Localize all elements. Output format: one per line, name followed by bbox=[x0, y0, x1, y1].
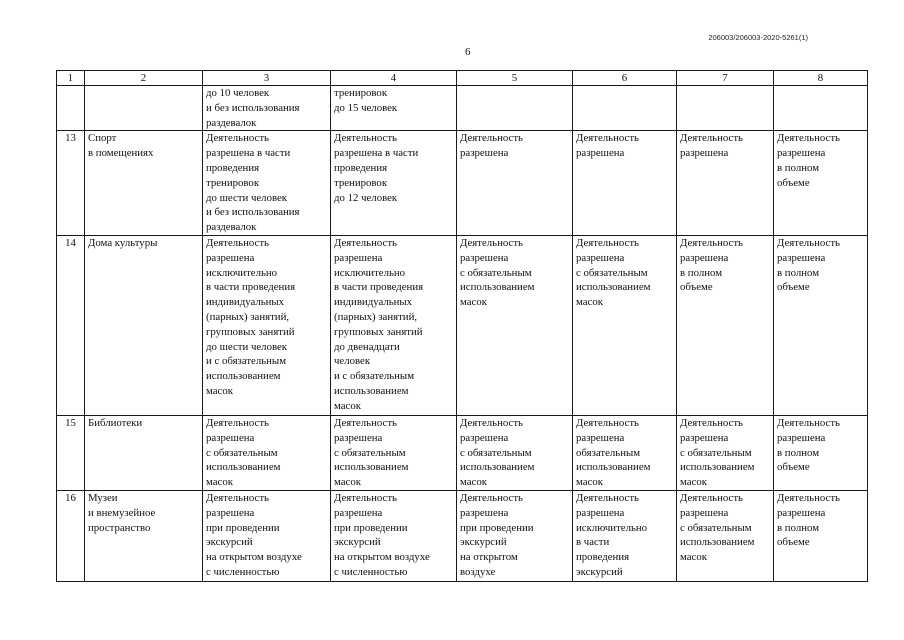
cell-text-line: разрешена bbox=[576, 251, 625, 264]
cell-text-line: объеме bbox=[777, 536, 810, 549]
cell-text-line: масок bbox=[680, 551, 707, 564]
restrictions-table bbox=[56, 70, 868, 582]
cell-text-line: групповых занятий bbox=[206, 325, 295, 338]
cell-text-line: Деятельность bbox=[680, 416, 743, 429]
cell-text-line: исключительно bbox=[334, 266, 406, 279]
document-id: 206003/206003-2020-5261(1) bbox=[708, 33, 808, 42]
status-cell bbox=[203, 490, 331, 581]
cell-text-line: индивидуальных bbox=[206, 296, 285, 309]
cell-text-line: экскурсий bbox=[576, 565, 623, 578]
cell-text-line: до двенадцати bbox=[334, 340, 400, 353]
cell-text-line: Деятельность bbox=[206, 491, 269, 504]
cell-text-line: до шести человек bbox=[206, 340, 288, 353]
status-cell bbox=[573, 490, 677, 581]
page-number: 6 bbox=[465, 46, 471, 58]
row-number bbox=[57, 86, 85, 131]
cell-text-line: экскурсий bbox=[334, 536, 381, 549]
cell-text-line: использованием bbox=[576, 461, 651, 474]
cell-text-line: с обязательным bbox=[460, 446, 532, 459]
cell-text-line: Деятельность bbox=[576, 236, 639, 249]
cell-text-line: масок bbox=[460, 296, 487, 309]
row-number: 16 bbox=[57, 490, 85, 581]
cell-text-line: с численностью bbox=[334, 565, 408, 578]
column-header-5: 5 bbox=[457, 71, 573, 86]
cell-text-line: раздевалок bbox=[206, 221, 257, 234]
cell-text-line: групповых занятий bbox=[334, 325, 423, 338]
status-cell bbox=[203, 235, 331, 415]
cell-text-line: разрешена bbox=[680, 251, 729, 264]
status-cell bbox=[677, 131, 774, 236]
cell-text-line: использованием bbox=[334, 384, 409, 397]
cell-text-line: с обязательным bbox=[460, 266, 532, 279]
cell-text-line: разрешена bbox=[680, 147, 729, 160]
cell-text-line: Деятельность bbox=[777, 132, 840, 145]
cell-text-line: в полном bbox=[777, 161, 820, 174]
cell-text-line: раздевалок bbox=[206, 116, 257, 129]
activity-name-cell bbox=[85, 415, 203, 490]
cell-text-line: исключительно bbox=[206, 266, 278, 279]
status-cell bbox=[573, 235, 677, 415]
cell-text-line: использованием bbox=[334, 461, 409, 474]
status-cell bbox=[774, 131, 868, 236]
cell-text-line: тренировок bbox=[334, 87, 388, 99]
cell-text-line: и с обязательным bbox=[334, 370, 415, 383]
cell-text-line: разрешена bbox=[206, 431, 255, 444]
status-cell bbox=[774, 415, 868, 490]
cell-text-line: (парных) занятий, bbox=[334, 310, 418, 323]
cell-text-line: Дома культуры bbox=[88, 236, 158, 249]
status-cell bbox=[457, 490, 573, 581]
cell-text-line: объеме bbox=[680, 281, 713, 294]
cell-text-line: Деятельность bbox=[334, 416, 397, 429]
column-header-4: 4 bbox=[331, 71, 457, 86]
cell-text-line: с обязательным bbox=[576, 266, 648, 279]
cell-text-line: Деятельность bbox=[460, 132, 523, 145]
cell-text-line: на открытом воздухе bbox=[206, 551, 302, 564]
cell-text-line: и внемузейное bbox=[88, 506, 156, 519]
activity-name-cell bbox=[85, 86, 203, 131]
cell-text-line: использованием bbox=[206, 461, 281, 474]
row-number: 14 bbox=[57, 235, 85, 415]
cell-text-line: масок bbox=[460, 476, 487, 489]
cell-text-line: масок bbox=[206, 384, 233, 397]
cell-text-line: объеме bbox=[777, 461, 810, 474]
cell-text-line: разрешена bbox=[460, 147, 509, 160]
activity-name-cell bbox=[85, 131, 203, 236]
cell-text-line: Деятельность bbox=[334, 132, 397, 145]
status-cell bbox=[331, 490, 457, 581]
cell-text-line: на открытом воздухе bbox=[334, 551, 430, 564]
cell-text-line: в части проведения bbox=[206, 281, 296, 294]
cell-text-line: использованием bbox=[576, 281, 651, 294]
cell-text-line: Деятельность bbox=[576, 416, 639, 429]
table-row bbox=[57, 415, 868, 490]
cell-text-line: разрешена bbox=[460, 431, 509, 444]
cell-text-line: и без использования bbox=[206, 206, 300, 219]
cell-text-line: объеме bbox=[777, 176, 810, 189]
cell-text-line: Библиотеки bbox=[88, 416, 143, 429]
cell-text-line: с численностью bbox=[206, 565, 280, 578]
cell-text-line: разрешена в части bbox=[334, 147, 419, 160]
column-header-8: 8 bbox=[774, 71, 868, 86]
cell-text-line: масок bbox=[206, 476, 233, 489]
cell-text-line: до 10 человек bbox=[206, 87, 270, 99]
cell-text-line: и без использования bbox=[206, 101, 300, 114]
cell-text-line: разрешена bbox=[777, 147, 826, 160]
row-number: 13 bbox=[57, 131, 85, 236]
cell-text-line: Деятельность bbox=[777, 236, 840, 249]
cell-text-line: разрешена bbox=[576, 147, 625, 160]
cell-text-line: Деятельность bbox=[206, 132, 269, 145]
cell-text-line: Спорт bbox=[88, 132, 117, 145]
cell-text-line: масок bbox=[680, 476, 707, 489]
status-cell bbox=[677, 490, 774, 581]
activity-name-cell bbox=[85, 490, 203, 581]
cell-text-line: исключительно bbox=[576, 521, 648, 534]
cell-text-line: разрешена bbox=[576, 506, 625, 519]
column-header-7: 7 bbox=[677, 71, 774, 86]
status-cell bbox=[331, 415, 457, 490]
cell-text-line: в полном bbox=[777, 446, 820, 459]
cell-text-line: разрешена bbox=[777, 251, 826, 264]
activity-name-cell bbox=[85, 235, 203, 415]
cell-text-line: пространство bbox=[88, 521, 151, 534]
cell-text-line: объеме bbox=[777, 281, 810, 294]
cell-text-line: человек bbox=[334, 355, 371, 368]
cell-text-line: в части bbox=[576, 536, 610, 549]
table-row bbox=[57, 131, 868, 236]
cell-text-line: в полном bbox=[777, 266, 820, 279]
cell-text-line: Деятельность bbox=[680, 236, 743, 249]
cell-text-line: разрешена bbox=[576, 431, 625, 444]
status-cell bbox=[677, 415, 774, 490]
status-cell bbox=[457, 131, 573, 236]
status-cell bbox=[203, 131, 331, 236]
cell-text-line: проведения bbox=[206, 161, 260, 174]
cell-text-line: разрешена bbox=[777, 506, 826, 519]
cell-text-line: индивидуальных bbox=[334, 296, 413, 309]
cell-text-line: Деятельность bbox=[460, 416, 523, 429]
table-body bbox=[57, 71, 868, 582]
status-cell bbox=[331, 86, 457, 131]
cell-text-line: Деятельность bbox=[334, 236, 397, 249]
cell-text-line: использованием bbox=[206, 370, 281, 383]
cell-text-line: разрешена bbox=[460, 506, 509, 519]
cell-text-line: масок bbox=[334, 399, 361, 412]
cell-text-line: Музеи bbox=[88, 491, 118, 504]
status-cell bbox=[573, 415, 677, 490]
cell-text-line: масок bbox=[576, 296, 603, 309]
cell-text-line: экскурсий bbox=[206, 536, 253, 549]
cell-text-line: разрешена bbox=[206, 251, 255, 264]
cell-text-line: проведения bbox=[334, 161, 388, 174]
row-number: 15 bbox=[57, 415, 85, 490]
cell-text-line: разрешена bbox=[680, 431, 729, 444]
cell-text-line: экскурсий bbox=[460, 536, 507, 549]
column-header-2: 2 bbox=[85, 71, 203, 86]
cell-text-line: Деятельность bbox=[460, 491, 523, 504]
cell-text-line: Деятельность bbox=[206, 236, 269, 249]
cell-text-line: в помещениях bbox=[88, 147, 154, 160]
cell-text-line: разрешена bbox=[680, 506, 729, 519]
cell-text-line: в полном bbox=[680, 266, 723, 279]
cell-text-line: использованием bbox=[460, 281, 535, 294]
cell-text-line: Деятельность bbox=[206, 416, 269, 429]
cell-text-line: разрешена bbox=[460, 251, 509, 264]
status-cell bbox=[774, 235, 868, 415]
cell-text-line: разрешена bbox=[334, 431, 383, 444]
cell-text-line: при проведении bbox=[460, 521, 534, 534]
cell-text-line: и с обязательным bbox=[206, 355, 287, 368]
cell-text-line: разрешена bbox=[206, 506, 255, 519]
cell-text-line: тренировок bbox=[206, 176, 260, 189]
cell-text-line: Деятельность bbox=[576, 132, 639, 145]
cell-text-line: Деятельность bbox=[680, 132, 743, 145]
status-cell bbox=[774, 490, 868, 581]
cell-text-line: при проведении bbox=[206, 521, 280, 534]
cell-text-line: Деятельность bbox=[576, 491, 639, 504]
column-header-6: 6 bbox=[573, 71, 677, 86]
table-row bbox=[57, 86, 868, 131]
cell-text-line: масок bbox=[576, 476, 603, 489]
cell-text-line: с обязательным bbox=[334, 446, 406, 459]
status-cell bbox=[203, 415, 331, 490]
column-header-1: 1 bbox=[57, 71, 85, 86]
status-cell bbox=[677, 235, 774, 415]
status-cell bbox=[457, 86, 573, 131]
status-cell bbox=[331, 235, 457, 415]
cell-text-line: Деятельность bbox=[777, 416, 840, 429]
status-cell bbox=[573, 131, 677, 236]
status-cell bbox=[774, 86, 868, 131]
cell-text-line: Деятельность bbox=[680, 491, 743, 504]
cell-text-line: использованием bbox=[680, 536, 755, 549]
cell-text-line: разрешена bbox=[334, 251, 383, 264]
cell-text-line: при проведении bbox=[334, 521, 408, 534]
cell-text-line: (парных) занятий, bbox=[206, 310, 290, 323]
status-cell bbox=[331, 131, 457, 236]
cell-text-line: Деятельность bbox=[777, 491, 840, 504]
cell-text-line: с обязательным bbox=[680, 521, 752, 534]
column-header-3: 3 bbox=[203, 71, 331, 86]
cell-text-line: проведения bbox=[576, 551, 630, 564]
cell-text-line: с обязательным bbox=[206, 446, 278, 459]
cell-text-line: в части проведения bbox=[334, 281, 424, 294]
cell-text-line: до шести человек bbox=[206, 191, 288, 204]
cell-text-line: масок bbox=[334, 476, 361, 489]
cell-text-line: в полном bbox=[777, 521, 820, 534]
status-cell bbox=[677, 86, 774, 131]
cell-text-line: до 15 человек bbox=[334, 101, 398, 114]
cell-text-line: до 12 человек bbox=[334, 191, 398, 204]
cell-text-line: разрешена в части bbox=[206, 147, 291, 160]
cell-text-line: использованием bbox=[460, 461, 535, 474]
cell-text-line: использованием bbox=[680, 461, 755, 474]
table-row bbox=[57, 235, 868, 415]
status-cell bbox=[457, 415, 573, 490]
status-cell bbox=[457, 235, 573, 415]
cell-text-line: с обязательным bbox=[680, 446, 752, 459]
cell-text-line: обязательным bbox=[576, 446, 641, 459]
cell-text-line: разрешена bbox=[777, 431, 826, 444]
column-number-row bbox=[57, 71, 868, 86]
cell-text-line: на открытом bbox=[460, 551, 518, 564]
status-cell bbox=[573, 86, 677, 131]
cell-text-line: Деятельность bbox=[334, 491, 397, 504]
cell-text-line: разрешена bbox=[334, 506, 383, 519]
cell-text-line: воздухе bbox=[460, 565, 496, 578]
cell-text-line: Деятельность bbox=[460, 236, 523, 249]
table-row bbox=[57, 490, 868, 581]
cell-text-line: тренировок bbox=[334, 176, 388, 189]
status-cell bbox=[203, 86, 331, 131]
